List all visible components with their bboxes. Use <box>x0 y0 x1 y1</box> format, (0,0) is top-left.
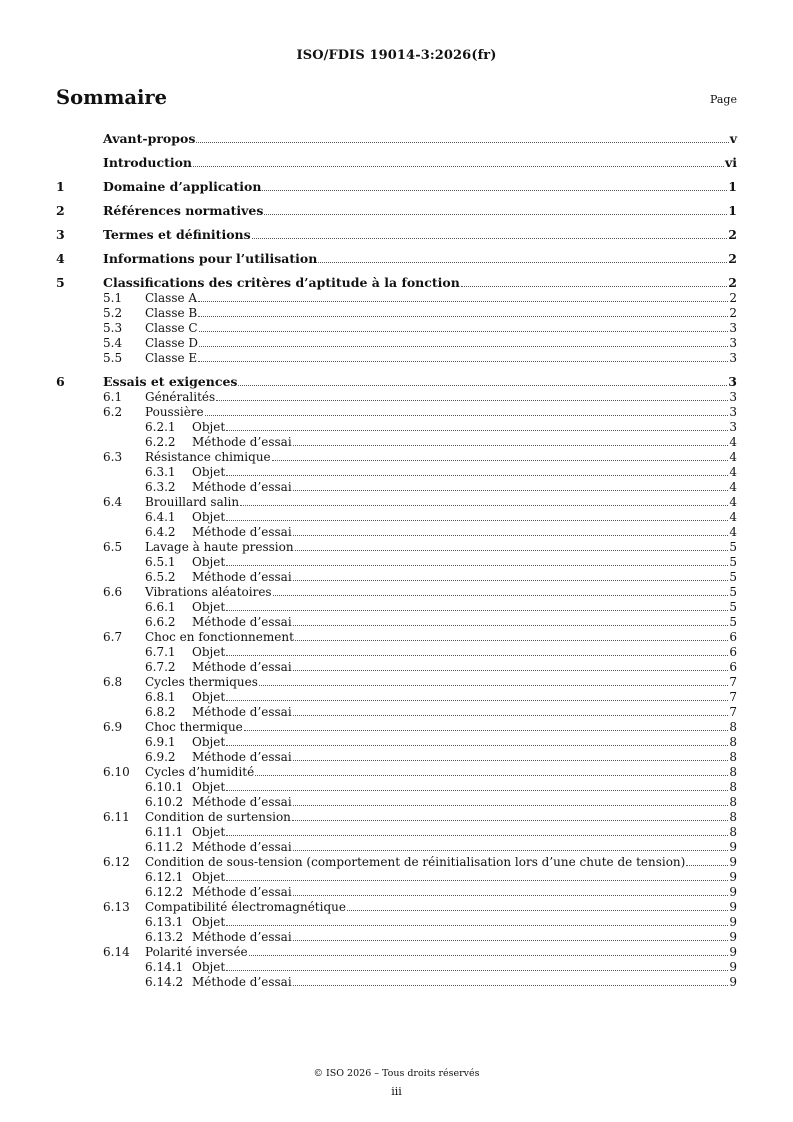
dot-leader <box>293 490 729 491</box>
dot-leader <box>295 640 728 641</box>
toc-entry-title: Objet <box>192 645 226 659</box>
dot-leader <box>347 910 728 911</box>
toc-entry-number: 3 <box>56 227 65 242</box>
toc-entry-title: Choc en fonctionnement <box>145 630 294 644</box>
toc-entry-number: 6 <box>56 374 65 389</box>
toc-entry-number: 6.5 <box>103 540 123 554</box>
toc-entry-title: Objet <box>192 420 226 434</box>
toc-entry[interactable] <box>56 645 737 660</box>
toc-entry-number: 6.5.2 <box>145 570 176 584</box>
toc-entry-title: Termes et définitions <box>103 227 251 242</box>
toc-entry[interactable] <box>56 735 737 750</box>
toc-entry-title: Essais et exigences <box>103 374 238 389</box>
toc-entry-number: 6.1 <box>103 390 123 404</box>
toc-entry-page: 3 <box>729 321 737 335</box>
toc-entry-number: 6.14.1 <box>145 960 184 974</box>
toc-entry-page: 4 <box>729 510 737 524</box>
toc-entry[interactable] <box>56 855 737 870</box>
dot-leader <box>293 940 729 941</box>
dot-leader <box>198 361 728 362</box>
toc-entry-page: 9 <box>729 885 737 899</box>
toc-entry-title: Domaine d’application <box>103 179 262 194</box>
toc-entry-page: 9 <box>729 975 737 989</box>
toc-entry-number: 6.3.2 <box>145 480 176 494</box>
toc-entry-title: Polarité inversée <box>145 945 248 959</box>
toc-entry-title: Vibrations aléatoires <box>145 585 272 599</box>
dot-leader <box>226 610 728 611</box>
toc-entry-title: Méthode d’essai <box>192 930 292 944</box>
dot-leader <box>193 166 724 167</box>
toc-entry-title: Références normatives <box>103 203 264 218</box>
dot-leader <box>293 445 729 446</box>
toc-entry[interactable] <box>56 178 737 195</box>
toc-entry-title: Méthode d’essai <box>192 975 292 989</box>
toc-entry[interactable] <box>56 585 737 600</box>
dot-leader <box>318 262 727 263</box>
toc-entry[interactable] <box>56 525 737 540</box>
toc-entry-page: 2 <box>728 275 737 290</box>
document-header: ISO/FDIS 19014-3:2026(fr) <box>296 48 497 63</box>
toc-entry-page: 8 <box>729 720 737 734</box>
toc-entry-page: 9 <box>729 960 737 974</box>
toc-entry-title: Objet <box>192 825 226 839</box>
toc-entry[interactable] <box>56 373 737 390</box>
toc-entry-page: 9 <box>729 900 737 914</box>
toc-entry-page: 7 <box>729 690 737 704</box>
toc-entry-title: Classe B <box>145 306 198 320</box>
toc-entry[interactable] <box>56 274 737 291</box>
toc-entry-page: 5 <box>729 555 737 569</box>
toc-entry[interactable] <box>56 765 737 780</box>
dot-leader <box>196 142 728 143</box>
toc-entry-number: 6.4.1 <box>145 510 176 524</box>
toc-entry-title: Objet <box>192 780 226 794</box>
toc-entry-number: 1 <box>56 179 65 194</box>
toc-entry-number: 6.7.1 <box>145 645 176 659</box>
toc-entry-page: 9 <box>729 915 737 929</box>
toc-entry-number: 6.4 <box>103 495 123 509</box>
toc-entry[interactable] <box>56 750 737 765</box>
toc-entry[interactable] <box>56 615 737 630</box>
dot-leader <box>264 214 727 215</box>
toc-entry[interactable] <box>56 780 737 795</box>
dot-leader <box>272 460 729 461</box>
toc-entry[interactable] <box>56 250 737 267</box>
toc-entry-page: 4 <box>729 495 737 509</box>
toc-entry-title: Méthode d’essai <box>192 660 292 674</box>
dot-leader <box>292 820 728 821</box>
toc-entry-title: Objet <box>192 915 226 929</box>
toc-entry-title: Objet <box>192 555 226 569</box>
dot-leader <box>249 955 729 956</box>
toc-entry[interactable] <box>56 495 737 510</box>
dot-leader <box>226 835 728 836</box>
toc-entry-number: 6.12 <box>103 855 130 869</box>
toc-entry-number: 6.5.1 <box>145 555 176 569</box>
toc-entry-page: 8 <box>729 810 737 824</box>
toc-entry[interactable] <box>56 306 737 321</box>
dot-leader <box>238 385 727 386</box>
toc-entry-number: 6.7 <box>103 630 123 644</box>
dot-leader <box>216 400 728 401</box>
toc-entry-number: 6.9.1 <box>145 735 176 749</box>
toc-entry[interactable] <box>56 810 737 825</box>
dot-leader <box>293 670 729 671</box>
toc-entry-number: 6.14 <box>103 945 130 959</box>
toc-entry[interactable] <box>56 405 737 420</box>
toc-entry[interactable] <box>56 130 737 147</box>
toc-entry[interactable] <box>56 390 737 405</box>
toc-entry[interactable] <box>56 720 737 735</box>
toc-entry-number: 6.3 <box>103 450 123 464</box>
toc-entry-title: Classifications des critères d’aptitude à la fonction <box>103 275 460 290</box>
toc-entry-title: Cycles thermiques <box>145 675 258 689</box>
toc-entry-title: Objet <box>192 960 226 974</box>
toc-entry-number: 6.4.2 <box>145 525 176 539</box>
toc-entry-page: 9 <box>729 930 737 944</box>
toc-entry-title: Compatibilité électromagnétique <box>145 900 346 914</box>
dot-leader <box>226 700 728 701</box>
toc-entry[interactable] <box>56 465 737 480</box>
toc-entry-number: 6.13 <box>103 900 130 914</box>
table-of-contents <box>56 130 737 990</box>
toc-entry[interactable] <box>56 840 737 855</box>
toc-entry-page: 9 <box>729 870 737 884</box>
dot-leader <box>461 286 727 287</box>
toc-entry-number: 5.3 <box>103 321 123 335</box>
dot-leader <box>199 346 728 347</box>
toc-entry-page: 4 <box>729 465 737 479</box>
page-title: Sommaire <box>56 86 168 109</box>
dot-leader <box>293 985 729 986</box>
toc-entry-number: 6.10.1 <box>145 780 184 794</box>
toc-entry[interactable] <box>56 705 737 720</box>
toc-entry-title: Objet <box>192 510 226 524</box>
toc-entry-page: 3 <box>729 405 737 419</box>
dot-leader <box>198 301 728 302</box>
toc-entry[interactable] <box>56 570 737 585</box>
toc-entry-title: Objet <box>192 600 226 614</box>
toc-entry-page: 8 <box>729 765 737 779</box>
toc-entry[interactable] <box>56 795 737 810</box>
dot-leader <box>259 685 728 686</box>
toc-entry-page: 6 <box>729 660 737 674</box>
toc-entry-page: 2 <box>728 251 737 266</box>
dot-leader <box>244 730 729 731</box>
toc-entry-page: 7 <box>729 675 737 689</box>
dot-leader <box>205 415 729 416</box>
toc-entry-page: 4 <box>729 525 737 539</box>
dot-leader <box>226 970 728 971</box>
toc-entry-page: 8 <box>729 780 737 794</box>
dot-leader <box>293 715 729 716</box>
toc-entry[interactable] <box>56 690 737 705</box>
toc-entry-title: Lavage à haute pression <box>145 540 294 554</box>
toc-entry[interactable] <box>56 321 737 336</box>
toc-entry-number: 6.13.2 <box>145 930 184 944</box>
toc-entry-page: 2 <box>729 291 737 305</box>
toc-entry-title: Objet <box>192 735 226 749</box>
toc-entry-page: 6 <box>729 630 737 644</box>
toc-entry-title: Méthode d’essai <box>192 750 292 764</box>
toc-entry[interactable] <box>56 291 737 306</box>
toc-entry-page: 1 <box>728 179 737 194</box>
dot-leader <box>252 238 728 239</box>
toc-entry[interactable] <box>56 540 737 555</box>
toc-entry-page: 7 <box>729 705 737 719</box>
toc-entry-title: Objet <box>192 690 226 704</box>
toc-entry-number: 6.8 <box>103 675 123 689</box>
toc-entry-title: Cycles d’humidité <box>145 765 255 779</box>
toc-entry-title: Méthode d’essai <box>192 795 292 809</box>
toc-entry-title: Méthode d’essai <box>192 480 292 494</box>
toc-entry-page: v <box>729 131 737 146</box>
toc-entry-number: 6.9.2 <box>145 750 176 764</box>
toc-entry-title: Méthode d’essai <box>192 570 292 584</box>
toc-entry-page: 5 <box>729 615 737 629</box>
footer-copyright: © ISO 2026 – Tous droits réservés <box>313 1068 480 1079</box>
dot-leader <box>199 331 729 332</box>
toc-entry-number: 5.1 <box>103 291 123 305</box>
toc-entry[interactable] <box>56 480 737 495</box>
toc-entry[interactable] <box>56 945 737 960</box>
dot-leader <box>293 895 729 896</box>
toc-entry-title: Résistance chimique <box>145 450 271 464</box>
toc-entry[interactable] <box>56 900 737 915</box>
toc-entry[interactable] <box>56 975 737 990</box>
dot-leader <box>226 790 728 791</box>
toc-entry-title: Méthode d’essai <box>192 840 292 854</box>
toc-entry-title: Introduction <box>103 155 193 170</box>
toc-entry[interactable] <box>56 675 737 690</box>
toc-entry-number: 6.12.2 <box>145 885 184 899</box>
toc-entry-title: Classe A <box>145 291 198 305</box>
toc-entry-page: 3 <box>729 420 737 434</box>
toc-entry[interactable] <box>56 226 737 243</box>
toc-entry-title: Condition de surtension <box>145 810 291 824</box>
toc-entry[interactable] <box>56 600 737 615</box>
toc-entry[interactable] <box>56 915 737 930</box>
toc-entry-title: Objet <box>192 465 226 479</box>
toc-entry-title: Méthode d’essai <box>192 705 292 719</box>
toc-entry-page: 4 <box>729 480 737 494</box>
toc-entry[interactable] <box>56 885 737 900</box>
toc-entry[interactable] <box>56 930 737 945</box>
dot-leader <box>255 775 728 776</box>
toc-entry-page: 8 <box>729 795 737 809</box>
dot-leader <box>226 565 728 566</box>
dot-leader <box>293 580 729 581</box>
toc-entry-title: Condition de sous-tension (comportement de réinitialisation lors d’une chute de tension) <box>145 855 686 869</box>
dot-leader <box>226 880 728 881</box>
toc-entry-number: 5.5 <box>103 351 123 365</box>
dot-leader <box>262 190 727 191</box>
toc-entry-title: Méthode d’essai <box>192 885 292 899</box>
toc-entry-page: 8 <box>729 825 737 839</box>
dot-leader <box>198 316 728 317</box>
toc-entry[interactable] <box>56 202 737 219</box>
dot-leader <box>226 745 728 746</box>
toc-entry-number: 6.2 <box>103 405 123 419</box>
toc-entry-title: Brouillard salin <box>145 495 240 509</box>
toc-entry-page: 4 <box>729 450 737 464</box>
toc-entry-title: Informations pour l’utilisation <box>103 251 318 266</box>
dot-leader <box>293 850 729 851</box>
toc-entry-page: 4 <box>729 435 737 449</box>
toc-entry[interactable] <box>56 555 737 570</box>
toc-entry-page: 5 <box>729 600 737 614</box>
toc-entry[interactable] <box>56 960 737 975</box>
toc-entry[interactable] <box>56 510 737 525</box>
footer-page-number: iii <box>391 1085 402 1098</box>
toc-entry-number: 4 <box>56 251 65 266</box>
toc-entry-page: 9 <box>729 840 737 854</box>
toc-entry-number: 6.14.2 <box>145 975 184 989</box>
toc-entry-page: 2 <box>729 306 737 320</box>
toc-entry-title: Méthode d’essai <box>192 435 292 449</box>
dot-leader <box>293 535 729 536</box>
toc-entry-title: Classe D <box>145 336 199 350</box>
toc-entry-number: 5.2 <box>103 306 123 320</box>
toc-entry-number: 6.11 <box>103 810 130 824</box>
toc-entry-number: 6.10 <box>103 765 130 779</box>
toc-entry-number: 6.10.2 <box>145 795 184 809</box>
toc-entry[interactable] <box>56 870 737 885</box>
toc-entry-page: 8 <box>729 750 737 764</box>
dot-leader <box>273 595 729 596</box>
toc-entry[interactable] <box>56 351 737 366</box>
toc-entry[interactable] <box>56 435 737 450</box>
dot-leader <box>240 505 728 506</box>
toc-entry-title: Poussière <box>145 405 204 419</box>
dot-leader <box>686 865 728 866</box>
dot-leader <box>295 550 729 551</box>
toc-entry-number: 6.9 <box>103 720 123 734</box>
toc-entry-page: 3 <box>728 374 737 389</box>
toc-entry-number: 6.8.1 <box>145 690 176 704</box>
toc-entry-number: 6.6.2 <box>145 615 176 629</box>
toc-entry-number: 2 <box>56 203 65 218</box>
toc-entry-number: 6.6 <box>103 585 123 599</box>
toc-entry-number: 6.3.1 <box>145 465 176 479</box>
toc-entry[interactable] <box>56 154 737 171</box>
toc-entry[interactable] <box>56 420 737 435</box>
toc-entry-number: 6.2.2 <box>145 435 176 449</box>
toc-entry-title: Avant-propos <box>103 131 196 146</box>
toc-entry-page: 9 <box>729 855 737 869</box>
toc-entry-page: 3 <box>729 390 737 404</box>
toc-entry[interactable] <box>56 630 737 645</box>
dot-leader <box>226 430 728 431</box>
title-row <box>56 86 737 112</box>
toc-entry[interactable] <box>56 825 737 840</box>
toc-entry-page: 9 <box>729 945 737 959</box>
toc-entry-title: Méthode d’essai <box>192 615 292 629</box>
toc-entry[interactable] <box>56 660 737 675</box>
toc-entry-number: 6.11.2 <box>145 840 184 854</box>
toc-entry-number: 6.11.1 <box>145 825 184 839</box>
dot-leader <box>226 520 728 521</box>
toc-entry-page: 3 <box>729 351 737 365</box>
toc-entry-number: 6.13.1 <box>145 915 184 929</box>
toc-entry-title: Classe E <box>145 351 198 365</box>
toc-entry-title: Choc thermique <box>145 720 243 734</box>
toc-entry[interactable] <box>56 450 737 465</box>
dot-leader <box>293 805 729 806</box>
dot-leader <box>226 925 728 926</box>
toc-entry[interactable] <box>56 336 737 351</box>
toc-entry-number: 6.7.2 <box>145 660 176 674</box>
toc-entry-title: Généralités <box>145 390 216 404</box>
dot-leader <box>293 625 729 626</box>
toc-entry-page: 5 <box>729 570 737 584</box>
toc-entry-number: 6.6.1 <box>145 600 176 614</box>
toc-entry-page: 1 <box>728 203 737 218</box>
toc-entry-number: 5.4 <box>103 336 123 350</box>
toc-entry-page: vi <box>724 155 737 170</box>
dot-leader <box>293 760 729 761</box>
page-column-label: Page <box>709 93 737 106</box>
toc-entry-number: 6.8.2 <box>145 705 176 719</box>
toc-entry-title: Objet <box>192 870 226 884</box>
dot-leader <box>226 655 728 656</box>
dot-leader <box>226 475 728 476</box>
toc-entry-page: 5 <box>729 540 737 554</box>
toc-entry-number: 6.2.1 <box>145 420 176 434</box>
toc-entry-page: 3 <box>729 336 737 350</box>
toc-entry-page: 6 <box>729 645 737 659</box>
toc-entry-page: 8 <box>729 735 737 749</box>
toc-entry-page: 5 <box>729 585 737 599</box>
toc-entry-title: Méthode d’essai <box>192 525 292 539</box>
toc-entry-page: 2 <box>728 227 737 242</box>
toc-entry-title: Classe C <box>145 321 198 335</box>
toc-entry-number: 6.12.1 <box>145 870 184 884</box>
toc-entry-number: 5 <box>56 275 65 290</box>
